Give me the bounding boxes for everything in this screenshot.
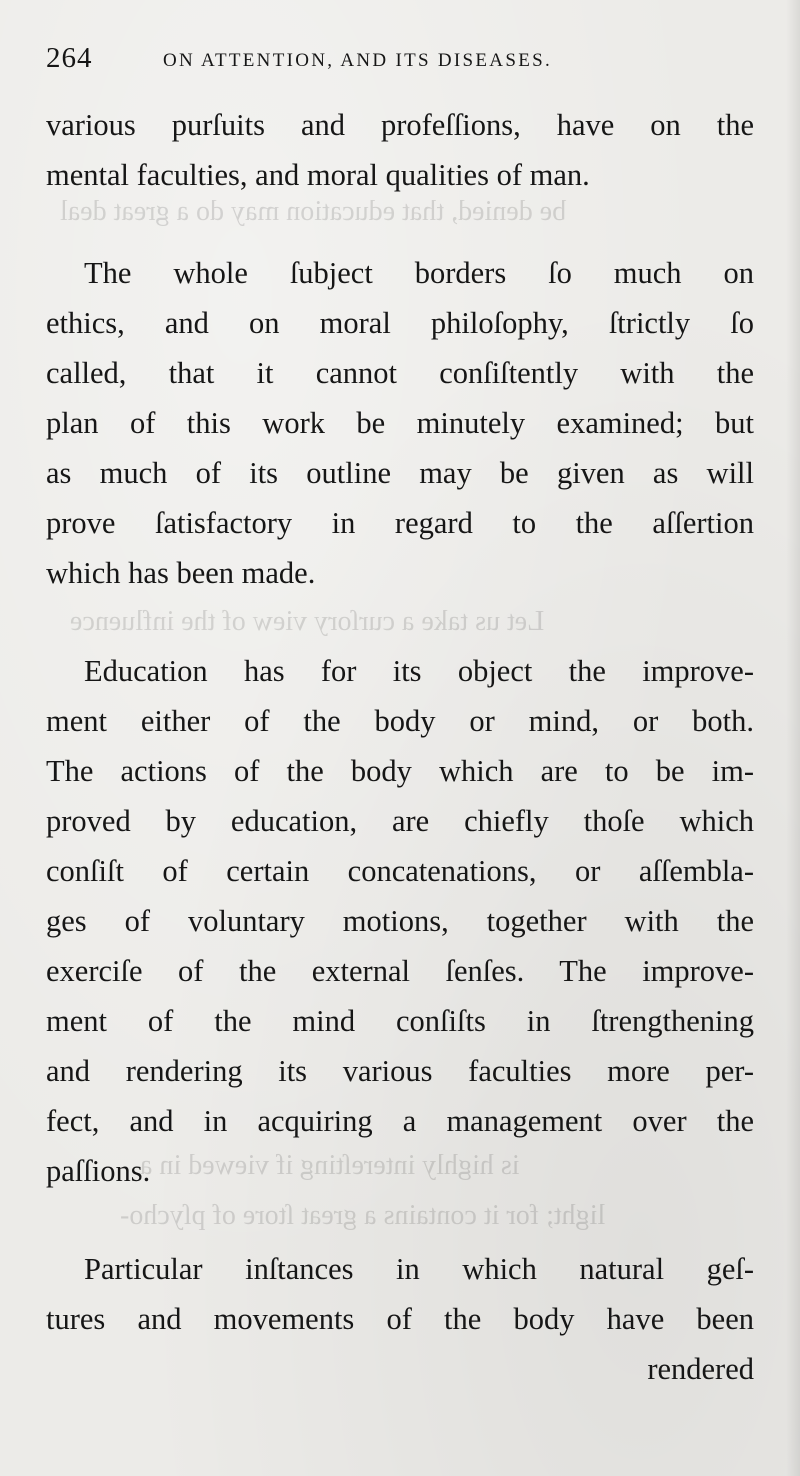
paragraph-gap: [46, 1196, 754, 1244]
text-line: various purſuits and profeſſions, have on the: [46, 108, 754, 142]
text-line: called, that it cannot conſiſtently with the: [46, 356, 754, 390]
paragraph-gap: [46, 598, 754, 646]
text-line: The whole ſubject borders ſo much on: [84, 256, 754, 290]
show-through-decoration: Let us take a curſory view of the influence: [70, 606, 545, 637]
text-line: Particular inſtances in which natural geſ-: [84, 1252, 754, 1286]
page-number: 264: [46, 42, 93, 74]
text-line: fect, and in acquiring a management over the: [46, 1104, 754, 1138]
text-line: ment of the mind conſiſts in ſtrengthening: [46, 1004, 754, 1038]
text-line: tures and movements of the body have been: [46, 1302, 754, 1336]
text-line: conſiſt of certain concatenations, or aſſembla-: [46, 854, 754, 888]
paragraph-gap: [46, 200, 754, 248]
page-header: [46, 40, 754, 80]
running-title: ON ATTENTION, AND ITS DISEASES.: [163, 50, 553, 71]
text-line: as much of its outline may be given as will: [46, 456, 754, 490]
text-line: ethics, and on moral philoſophy, ſtrictly ſo: [46, 306, 754, 340]
text-line: The actions of the body which are to be im-: [46, 754, 754, 788]
text-line: mental faculties, and moral qualities of man.: [46, 158, 590, 192]
show-through-decoration: is highly intereſting if viewed in a: [140, 1150, 520, 1181]
text-line: ment either of the body or mind, or both.: [46, 704, 754, 738]
text-line: ges of voluntary motions, together with the: [46, 904, 754, 938]
text-line: plan of this work be minutely examined; but: [46, 406, 754, 440]
text-line: and rendering its various faculties more per-: [46, 1054, 754, 1088]
text-line: proved by education, are chiefly thoſe which: [46, 804, 754, 838]
text-line: which has been made.: [46, 556, 316, 590]
text-line: paſſions.: [46, 1154, 151, 1188]
text-line: exerciſe of the external ſenſes. The improve-: [46, 954, 754, 988]
show-through-decoration: be denied, that education may do a great deal: [60, 196, 567, 227]
text-line: Education has for its object the improve-: [84, 654, 754, 688]
body-text: [46, 100, 754, 1394]
catchword: rendered: [647, 1352, 754, 1386]
show-through-decoration: light; for it contains a great ſtore of pſycho-: [120, 1200, 606, 1231]
page-edge-shadow: [786, 0, 800, 1476]
text-line: prove ſatisfactory in regard to the aſſertion: [46, 506, 754, 540]
